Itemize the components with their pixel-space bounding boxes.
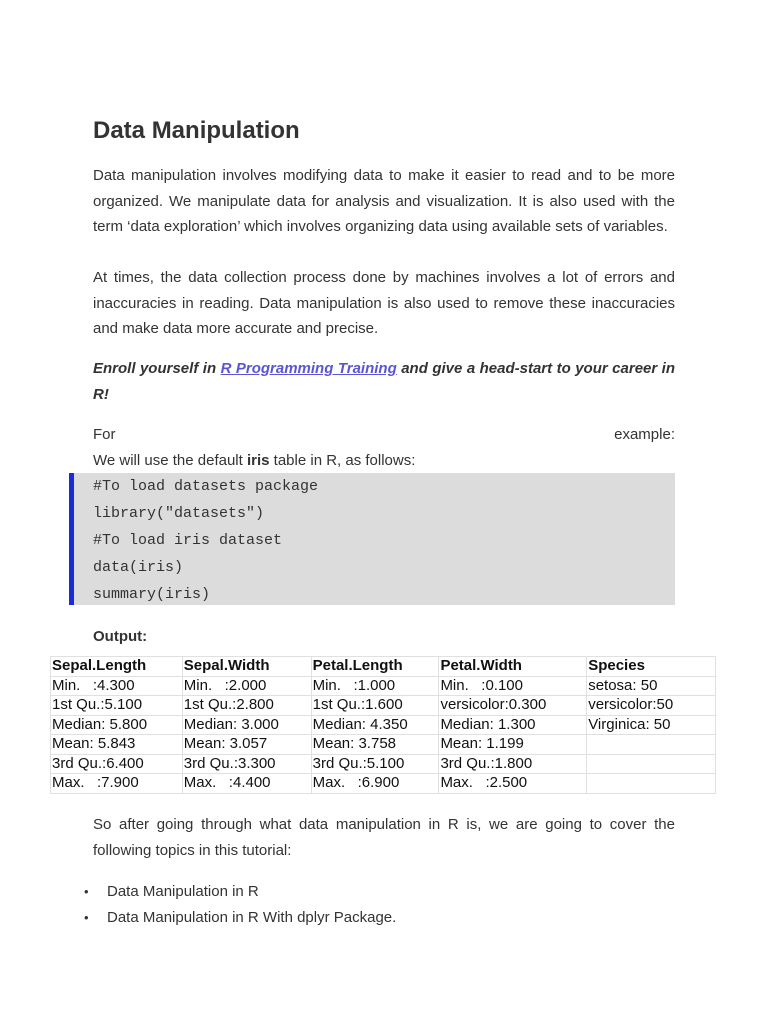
table-cell: Virginica: 50 (587, 715, 716, 735)
table-cell: 1st Qu.:5.100 (51, 696, 183, 716)
table-cell: Min. :4.300 (51, 676, 183, 696)
table-cell: 1st Qu.:2.800 (182, 696, 311, 716)
errors-paragraph: At times, the data collection process done by machines involves a lot of errors and inaccuracies in reading. Data manipulation is also used to remove these inaccuracies and make data more accurate and precise. (93, 269, 675, 338)
list-item (0, 879, 396, 905)
iris-summary-table (50, 656, 716, 794)
table-cell: versicolor:0.300 (439, 696, 587, 716)
table-header-cell: Petal.Length (311, 657, 439, 677)
table-row (51, 696, 716, 716)
output-label: Output: (93, 628, 148, 645)
code-line: data(iris) (93, 559, 184, 576)
topics-intro-paragraph: So after going through what data manipulation in R is, we are going to cover the following topics in this tutorial: (93, 816, 675, 859)
iris-intro-prefix: We will use the default (93, 452, 247, 469)
table-row (51, 735, 716, 755)
code-block (69, 473, 675, 605)
table-cell: Median: 3.000 (182, 715, 311, 735)
iris-keyword: iris (246, 452, 270, 469)
for-word: For (93, 426, 116, 443)
for-example-line (93, 422, 675, 448)
table-cell (587, 735, 716, 755)
table-cell: Mean: 5.843 (51, 735, 183, 755)
table-cell: Max. :4.400 (182, 774, 311, 794)
table-row (51, 754, 716, 774)
table-cell: Min. :0.100 (439, 676, 587, 696)
list-item-label: Data Manipulation in R (107, 883, 259, 900)
table-cell: 3rd Qu.:3.300 (182, 754, 311, 774)
table-cell: Median: 1.300 (439, 715, 587, 735)
r-programming-training-link[interactable]: R Programming Training (220, 360, 397, 377)
iris-intro-line (93, 448, 675, 474)
table-header-cell: Sepal.Length (51, 657, 183, 677)
table-cell: 3rd Qu.:1.800 (439, 754, 587, 774)
table-header-row (51, 657, 716, 677)
table-cell: 3rd Qu.:6.400 (51, 754, 183, 774)
code-line: library("datasets") (93, 505, 265, 522)
table-header-cell: Species (587, 657, 716, 677)
table-cell: Median: 5.800 (51, 715, 183, 735)
code-line: #To load iris dataset (93, 532, 283, 549)
table-cell: Mean: 3.057 (182, 735, 311, 755)
table-cell: Median: 4.350 (311, 715, 439, 735)
table-row (51, 774, 716, 794)
intro-paragraph: Data manipulation involves modifying data to make it easier to read and to be more organized. We manipulate data for analysis and visualization. It is also used with the term ‘data exploration’ which involves organizing data using available sets of variables. (93, 167, 675, 236)
bullet-icon: • (84, 884, 89, 899)
bullet-icon: • (84, 909, 89, 925)
example-word: example: (614, 426, 675, 443)
table-cell: Mean: 1.199 (439, 735, 587, 755)
list-item-label: Data Manipulation in R With dplyr Package. (107, 908, 397, 926)
topics-list (0, 879, 396, 930)
table-cell: versicolor:50 (587, 696, 716, 716)
table-cell: Mean: 3.758 (311, 735, 439, 755)
enroll-suffix: and give a head-start to your career in R! (93, 360, 676, 403)
enroll-callout (93, 356, 675, 407)
table-row (51, 676, 716, 696)
table-cell: Max. :6.900 (311, 774, 439, 794)
table-cell (587, 754, 716, 774)
table-header-cell: Petal.Width (439, 657, 587, 677)
table-row (51, 715, 716, 735)
code-line: summary(iris) (93, 586, 211, 603)
table-cell: 3rd Qu.:5.100 (311, 754, 439, 774)
table-cell: Min. :1.000 (311, 676, 439, 696)
code-line: #To load datasets package (93, 478, 319, 495)
list-item (0, 905, 396, 931)
table-cell: Min. :2.000 (182, 676, 311, 696)
page-title: Data Manipulation (93, 117, 300, 144)
enroll-prefix: Enroll yourself in (93, 360, 221, 377)
table-cell (587, 774, 716, 794)
iris-intro-suffix: table in R, as follows: (269, 452, 416, 469)
table-cell: Max. :2.500 (439, 774, 587, 794)
table-cell: Max. :7.900 (51, 774, 183, 794)
table-cell: 1st Qu.:1.600 (311, 696, 439, 716)
table-header-cell: Sepal.Width (182, 657, 311, 677)
table-cell: setosa: 50 (587, 676, 716, 696)
